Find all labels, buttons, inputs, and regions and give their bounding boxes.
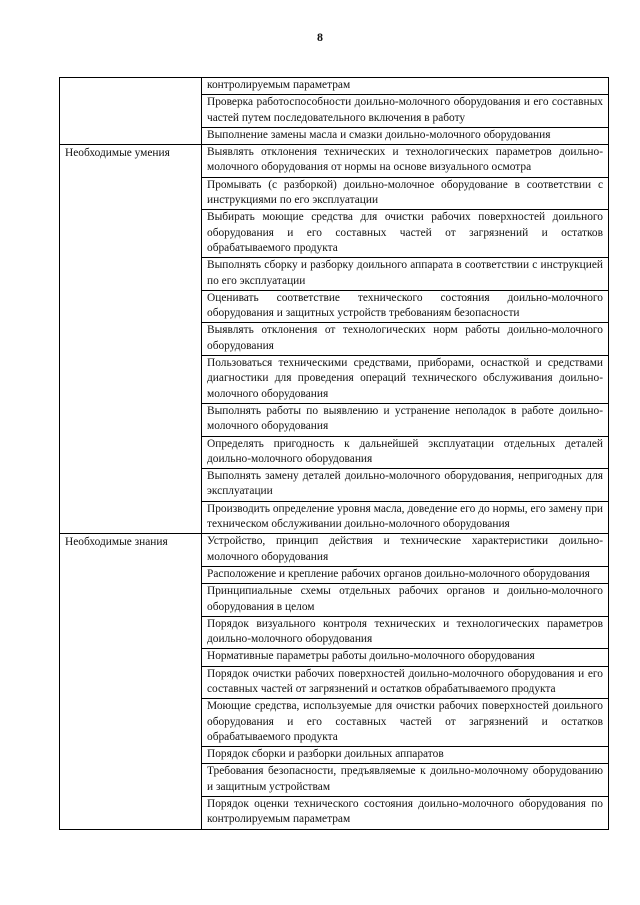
section-label: Необходимые знания [60,534,202,829]
requirement-cell: Нормативные параметры работы доильно-молочного оборудования [202,649,609,666]
requirement-cell: Выявлять отклонения технических и технологических параметров доильно-молочного оборудования от нормы на основе визуального осмотра [202,145,609,178]
requirements-table [59,77,609,830]
requirement-cell: Выполнять работы по выявлению и устранение неполадок в работе доильно-молочного оборудования [202,403,609,436]
requirement-cell: контролируемым параметрам [202,78,609,95]
page-number: 8 [317,30,323,44]
requirement-cell: Промывать (с разборкой) доильно-молочное оборудование в соответствии с инструкциями по его эксплуатации [202,177,609,210]
requirement-cell: Требования безопасности, предъявляемые к доильно-молочному оборудованию и защитным устройствам [202,764,609,797]
requirements-table-body [60,78,609,830]
requirement-cell: Выявлять отклонения от технологических норм работы доильно-молочного оборудования [202,323,609,356]
requirement-cell: Порядок сборки и разборки доильных аппаратов [202,747,609,764]
requirement-cell: Моющие средства, используемые для очистки рабочих поверхностей доильного оборудования и его составных частей от загрязнений и остатков обрабатываемого продукта [202,699,609,747]
requirement-cell: Выбирать моющие средства для очистки рабочих поверхностей доильного оборудования и его составных частей от загрязнений и остатков обрабатываемого продукта [202,210,609,258]
requirement-cell: Расположение и крепление рабочих органов доильно-молочного оборудования [202,566,609,583]
table-row [60,145,609,178]
requirement-cell: Порядок очистки рабочих поверхностей доильно-молочного оборудования и его составных частей от загрязнений и остатков обрабатываемого продукта [202,666,609,699]
table-row [60,78,609,95]
requirement-cell: Производить определение уровня масла, доведение его до нормы, его замену при техническом обслуживании доильно-молочного оборудования [202,501,609,534]
table-row [60,534,609,567]
requirement-cell: Проверка работоспособности доильно-молочного оборудования и его составных частей путем последовательного включения в работу [202,95,609,128]
section-label: Необходимые умения [60,145,202,534]
requirement-cell: Выполнять сборку и разборку доильного аппарата в соответствии с инструкцией по его эксплуатации [202,258,609,291]
requirement-cell: Выполнять замену деталей доильно-молочного оборудования, непригодных для эксплуатации [202,469,609,502]
requirement-cell: Выполнение замены масла и смазки доильно-молочного оборудования [202,127,609,144]
section-label [60,78,202,145]
requirement-cell: Оценивать соответствие технического состояния доильно-молочного оборудования и защитных устройств требованиям безопасности [202,290,609,323]
requirement-cell: Порядок визуального контроля технических и технологических параметров доильно-молочного оборудования [202,616,609,649]
requirement-cell: Определять пригодность к дальнейшей эксплуатации отдельных деталей доильно-молочного оборудования [202,436,609,469]
requirement-cell: Устройство, принцип действия и технические характеристики доильно-молочного оборудования [202,534,609,567]
requirement-cell: Принципиальные схемы отдельных рабочих органов и доильно-молочного оборудования в целом [202,584,609,617]
requirement-cell: Пользоваться техническими средствами, приборами, оснасткой и средствами диагностики для проведения операций технического обслуживания доильно-молочного оборудования [202,356,609,404]
requirement-cell: Порядок оценки технического состояния доильно-молочного оборудования по контролируемым параметрам [202,797,609,830]
